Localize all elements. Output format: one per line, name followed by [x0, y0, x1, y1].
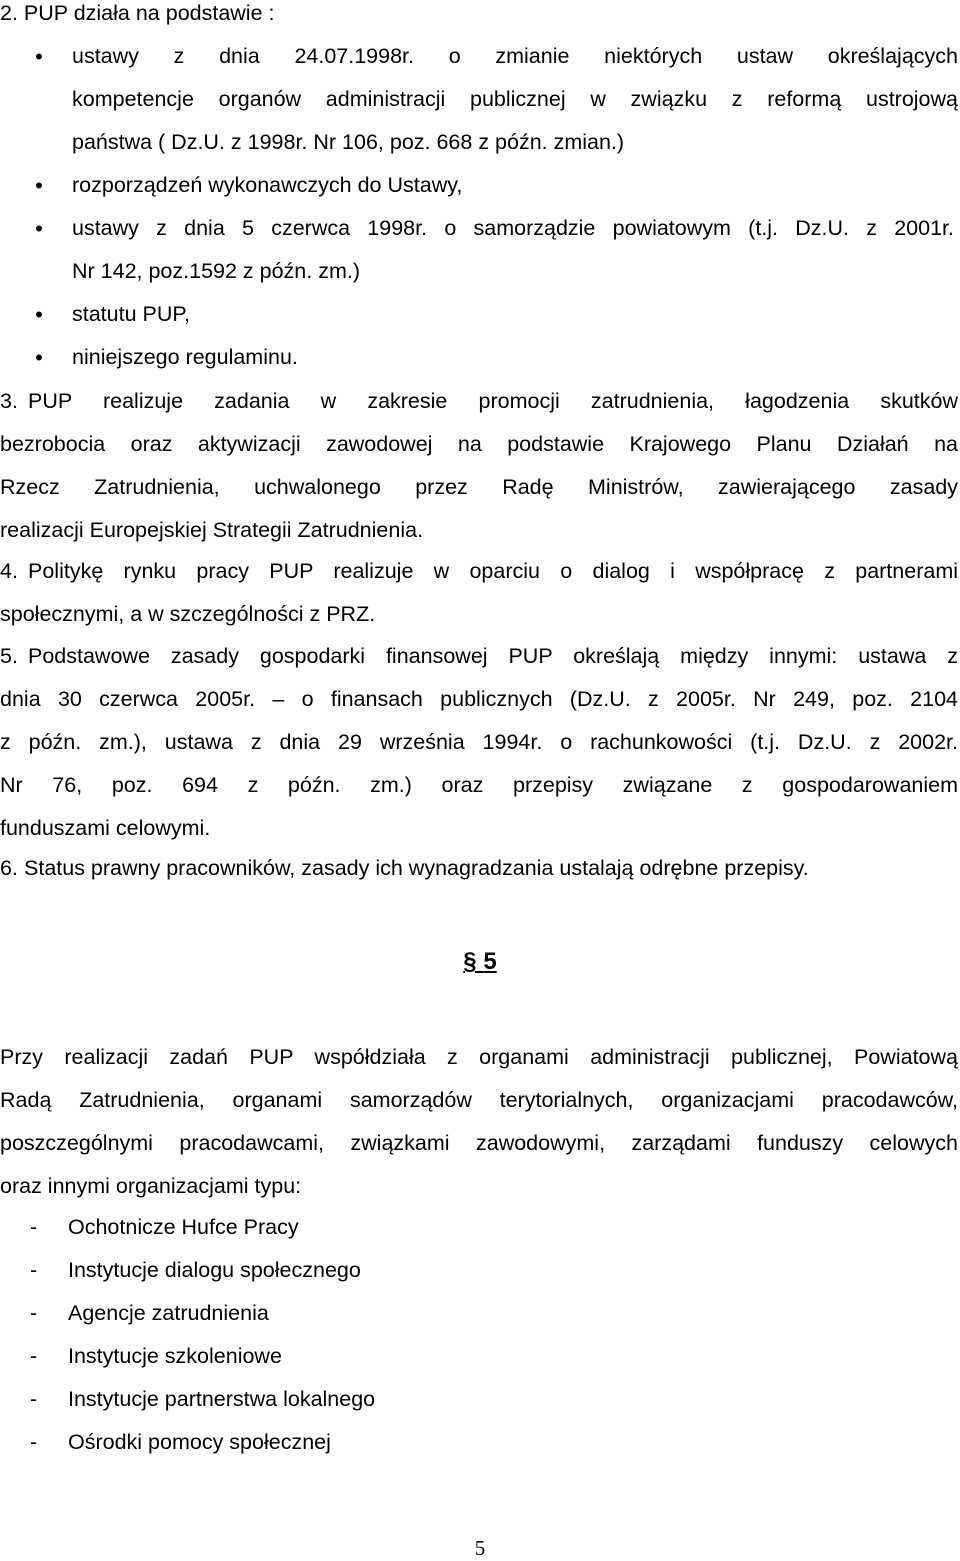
list-item: - Instytucje dialogu społecznego: [0, 1249, 960, 1292]
dash-marker: -: [30, 1301, 38, 1325]
bullet-item-4: [0, 293, 960, 336]
text-line: Przy realizacji zadań PUP współdziała z organami administracji publicznej, Powiatową: [0, 1045, 958, 1069]
text-line: dnia 30 czerwca 2005r. – o finansach publicznych (Dz.U. z 2005r. Nr 249, poz. 2104: [0, 687, 958, 711]
paragraph-number: 4.: [0, 559, 18, 583]
dash-marker: -: [30, 1215, 38, 1239]
text-line: oraz innymi organizacjami typu:: [0, 1174, 302, 1198]
list-item: - Instytucje partnerstwa lokalnego: [0, 1378, 960, 1421]
organization-list: [0, 1206, 960, 1464]
text-line: Nr 142, poz.1592 z późn. zm.): [72, 259, 361, 283]
paragraph-4: [0, 550, 960, 636]
paragraph-number: 3.: [0, 389, 18, 413]
dash-marker: -: [30, 1387, 38, 1411]
dash-marker: -: [30, 1430, 38, 1454]
section-heading: [0, 942, 960, 982]
bullet-icon: •: [35, 345, 43, 370]
bullet-item-3: [0, 207, 960, 293]
paragraph-2: [0, 0, 960, 379]
list-item: - Ochotnicze Hufce Pracy: [0, 1206, 960, 1249]
text-line: z późn. zm.), ustawa z dnia 29 września 1994r. o rachunkowości (t.j. Dz.U. z 2002r.: [0, 730, 958, 754]
list-item: - Agencje zatrudnienia: [0, 1292, 960, 1335]
paragraph-number: 5.: [0, 644, 18, 668]
paragraph-number: 6.: [0, 856, 18, 880]
list-item: - Instytucje szkoleniowe: [0, 1335, 960, 1378]
bullet-icon: •: [35, 216, 43, 241]
text-line: bezrobocia oraz aktywizacji zawodowej na podstawie Krajowego Planu Działań na: [0, 432, 958, 456]
bullet-icon: •: [35, 173, 43, 198]
bullet-item-5: [0, 336, 960, 379]
bullet-item-1: [0, 35, 960, 164]
text-line: państwa ( Dz.U. z 1998r. Nr 106, poz. 668 z późn. zmian.): [72, 130, 625, 154]
text-line: społecznymi, a w szczególności z PRZ.: [0, 602, 376, 626]
text-line: Rzecz Zatrudnienia, uchwalonego przez Radę Ministrów, zawierającego zasady: [0, 475, 958, 499]
text-line: ustawy z dnia 5 czerwca 1998r. o samorządzie powiatowym (t.j. Dz.U. z 2001r.: [72, 216, 954, 240]
paragraph-2-heading: 2. PUP działa na podstawie :: [0, 1, 275, 25]
text-line: realizacji Europejskiej Strategii Zatrudnienia.: [0, 518, 424, 542]
paragraph-5: [0, 635, 960, 850]
dash-marker: -: [30, 1344, 38, 1368]
intro-paragraph: [0, 1036, 960, 1208]
text-line: funduszami celowymi.: [0, 816, 211, 840]
bullet-icon: •: [35, 44, 43, 69]
text-line: ustawy z dnia 24.07.1998r. o zmianie niektórych ustaw określających: [72, 44, 958, 68]
dash-marker: -: [30, 1258, 38, 1282]
text-line: Radą Zatrudnienia, organami samorządów terytorialnych, organizacjami pracodawców,: [0, 1088, 958, 1112]
list-item: - Ośrodki pomocy społecznej: [0, 1421, 960, 1464]
text-line: poszczególnymi pracodawcami, związkami zawodowymi, zarządami funduszy celowych: [0, 1131, 958, 1155]
bullet-item-2: [0, 164, 960, 207]
text-line: niniejszego regulaminu.: [72, 345, 298, 369]
text-line: 3. PUP realizuje zadania w zakresie promocji zatrudnienia, łagodzenia skutków: [0, 380, 958, 423]
bullet-icon: •: [35, 302, 43, 327]
text-line: statutu PUP,: [72, 302, 190, 326]
text-line: kompetencje organów administracji publicznej w związku z reformą ustrojową: [72, 87, 958, 111]
page-number: 5: [474, 1536, 486, 1560]
text-line: 4. Politykę rynku pracy PUP realizuje w oparciu o dialog i współpracę z partnerami: [0, 550, 958, 593]
paragraph-6: [0, 847, 960, 890]
text-line: rozporządzeń wykonawczych do Ustawy,: [72, 173, 463, 197]
paragraph-3: [0, 380, 960, 552]
section-heading-text: § 5: [463, 948, 497, 975]
text-line: 5. Podstawowe zasady gospodarki finansowej PUP określają między innymi: ustawa z: [0, 635, 958, 678]
text-line: Nr 76, poz. 694 z późn. zm.) oraz przepisy związane z gospodarowaniem: [0, 773, 958, 797]
text-line: 6. Status prawny pracowników, zasady ich wynagradzania ustalają odrębne przepisy.: [0, 847, 960, 890]
